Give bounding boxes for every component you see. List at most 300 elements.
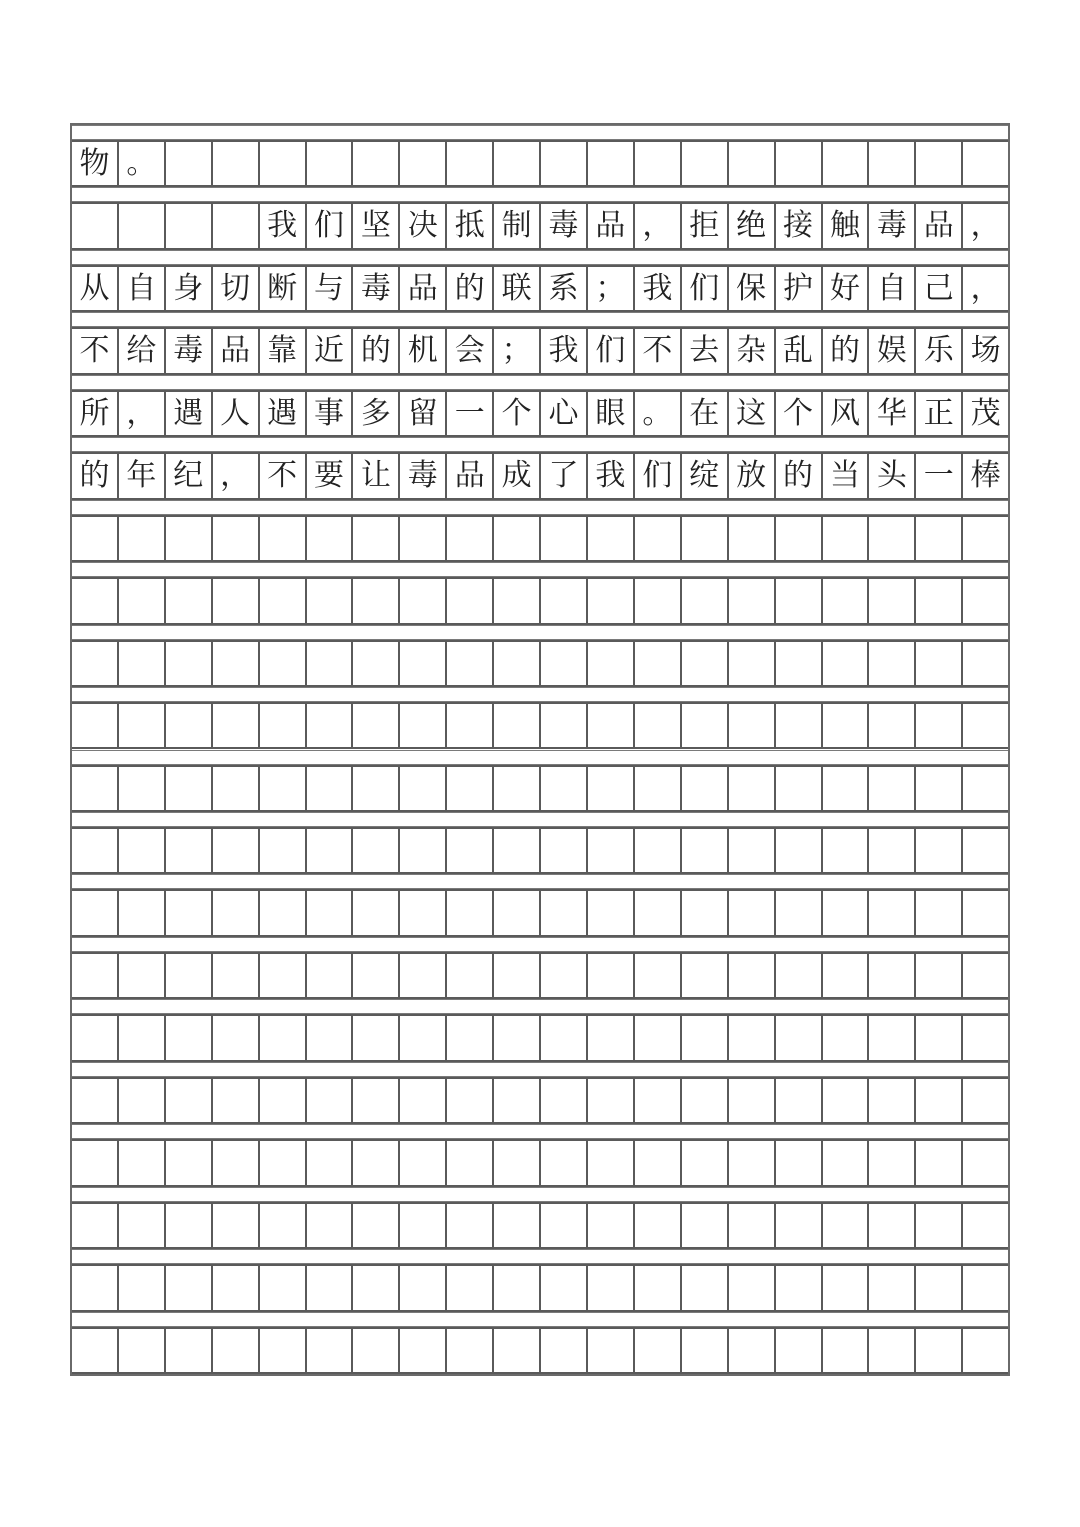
grid-cell: 的 bbox=[447, 267, 494, 310]
grid-cell bbox=[682, 142, 729, 185]
grid-cell: 人 bbox=[213, 392, 260, 435]
grid-cell bbox=[353, 704, 400, 747]
grid-cell: 毒 bbox=[869, 204, 916, 247]
row-spacer-band bbox=[72, 500, 1008, 515]
grid-row bbox=[72, 515, 1008, 562]
grid-cell: 好 bbox=[823, 267, 870, 310]
row-spacer-band bbox=[72, 1124, 1008, 1139]
grid-cell bbox=[260, 142, 307, 185]
grid-cell bbox=[729, 1141, 776, 1184]
grid-cell bbox=[776, 142, 823, 185]
grid-cell bbox=[869, 891, 916, 934]
grid-cell: 给 bbox=[119, 329, 166, 372]
grid-cell bbox=[119, 204, 166, 247]
grid-cell bbox=[72, 642, 119, 685]
grid-cell bbox=[213, 954, 260, 997]
grid-row bbox=[72, 640, 1008, 687]
grid-cell bbox=[588, 829, 635, 872]
grid-cell bbox=[166, 767, 213, 810]
grid-cell bbox=[447, 829, 494, 872]
grid-cell bbox=[307, 579, 354, 622]
grid-cell bbox=[963, 517, 1008, 560]
grid-cell bbox=[869, 1141, 916, 1184]
grid-cell: 。 bbox=[635, 392, 682, 435]
grid-cell bbox=[119, 642, 166, 685]
grid-cell bbox=[776, 1141, 823, 1184]
grid-cell bbox=[447, 1141, 494, 1184]
grid-cell bbox=[776, 1016, 823, 1059]
grid-cell bbox=[916, 891, 963, 934]
row-spacer-band bbox=[72, 437, 1008, 452]
grid-cell bbox=[260, 1079, 307, 1122]
grid-cell: 切 bbox=[213, 267, 260, 310]
grid-cell bbox=[588, 767, 635, 810]
grid-cell bbox=[682, 517, 729, 560]
grid-cell bbox=[541, 1266, 588, 1309]
grid-row bbox=[72, 1139, 1008, 1186]
grid-cell bbox=[776, 579, 823, 622]
grid-cell bbox=[260, 1016, 307, 1059]
grid-cell bbox=[307, 767, 354, 810]
grid-cell: 自 bbox=[869, 267, 916, 310]
grid-cell bbox=[776, 1204, 823, 1247]
grid-cell: 品 bbox=[447, 454, 494, 497]
grid-cell bbox=[119, 1141, 166, 1184]
row-spacer-band bbox=[72, 625, 1008, 640]
grid-cell bbox=[823, 142, 870, 185]
grid-cell bbox=[447, 1016, 494, 1059]
row-spacer-band bbox=[72, 687, 1008, 702]
grid-cell bbox=[963, 891, 1008, 934]
grid-cell bbox=[869, 704, 916, 747]
grid-row bbox=[72, 1202, 1008, 1249]
grid-cell bbox=[353, 1204, 400, 1247]
grid-cell bbox=[682, 1329, 729, 1372]
grid-row bbox=[72, 1077, 1008, 1124]
grid-cell: 去 bbox=[682, 329, 729, 372]
grid-cell bbox=[869, 1016, 916, 1059]
grid-cell bbox=[213, 1329, 260, 1372]
row-spacer-band bbox=[72, 375, 1008, 390]
grid-cell bbox=[213, 767, 260, 810]
grid-cell bbox=[588, 142, 635, 185]
grid-cell: 靠 bbox=[260, 329, 307, 372]
row-spacer-band bbox=[72, 812, 1008, 827]
grid-cell bbox=[823, 1016, 870, 1059]
grid-cell bbox=[494, 142, 541, 185]
grid-cell bbox=[541, 954, 588, 997]
grid-cell bbox=[213, 1204, 260, 1247]
grid-cell bbox=[682, 767, 729, 810]
grid-cell bbox=[963, 1204, 1008, 1247]
grid-cell bbox=[213, 829, 260, 872]
grid-cell bbox=[776, 1079, 823, 1122]
grid-cell bbox=[682, 954, 729, 997]
grid-cell bbox=[119, 1204, 166, 1247]
grid-cell bbox=[823, 1204, 870, 1247]
grid-cell bbox=[541, 517, 588, 560]
grid-cell bbox=[494, 642, 541, 685]
grid-row bbox=[72, 952, 1008, 999]
grid-cell bbox=[213, 891, 260, 934]
grid-cell bbox=[916, 1266, 963, 1309]
grid-cell bbox=[166, 1016, 213, 1059]
grid-cell bbox=[353, 1329, 400, 1372]
grid-cell bbox=[447, 1204, 494, 1247]
grid-cell bbox=[541, 767, 588, 810]
grid-cell bbox=[963, 829, 1008, 872]
grid-cell bbox=[869, 1204, 916, 1247]
grid-cell bbox=[776, 704, 823, 747]
grid-cell bbox=[635, 1329, 682, 1372]
grid-cell bbox=[260, 704, 307, 747]
grid-cell bbox=[494, 1141, 541, 1184]
grid-cell bbox=[869, 954, 916, 997]
grid-cell bbox=[447, 642, 494, 685]
composition-grid-paper bbox=[70, 123, 1010, 1376]
grid-cell bbox=[72, 1329, 119, 1372]
grid-cell: 眼 bbox=[588, 392, 635, 435]
grid-cell bbox=[307, 517, 354, 560]
grid-cell bbox=[916, 1079, 963, 1122]
grid-cell: 毒 bbox=[353, 267, 400, 310]
grid-cell bbox=[729, 1204, 776, 1247]
grid-cell bbox=[588, 1329, 635, 1372]
row-spacer-band bbox=[72, 874, 1008, 889]
row-spacer-band bbox=[72, 1187, 1008, 1202]
grid-cell: 个 bbox=[776, 392, 823, 435]
grid-row bbox=[72, 327, 1008, 374]
grid-cell bbox=[213, 204, 260, 247]
grid-cell: 正 bbox=[916, 392, 963, 435]
grid-cell: 娱 bbox=[869, 329, 916, 372]
grid-cell bbox=[353, 829, 400, 872]
grid-cell bbox=[541, 142, 588, 185]
row-spacer-band bbox=[72, 750, 1008, 765]
grid-cell bbox=[353, 891, 400, 934]
grid-cell bbox=[307, 642, 354, 685]
grid-cell bbox=[400, 1329, 447, 1372]
grid-cell bbox=[635, 767, 682, 810]
grid-row bbox=[72, 577, 1008, 624]
grid-cell: 的 bbox=[823, 329, 870, 372]
grid-cell: 触 bbox=[823, 204, 870, 247]
grid-cell bbox=[541, 704, 588, 747]
grid-cell bbox=[447, 142, 494, 185]
grid-cell bbox=[541, 891, 588, 934]
grid-cell: 放 bbox=[729, 454, 776, 497]
grid-cell: 不 bbox=[260, 454, 307, 497]
grid-cell bbox=[353, 517, 400, 560]
grid-cell bbox=[307, 1266, 354, 1309]
grid-cell bbox=[682, 891, 729, 934]
grid-cell bbox=[260, 1266, 307, 1309]
grid-cell bbox=[869, 767, 916, 810]
row-spacer-band bbox=[72, 312, 1008, 327]
grid-cell bbox=[260, 891, 307, 934]
grid-cell: 乐 bbox=[916, 329, 963, 372]
grid-cell bbox=[963, 1016, 1008, 1059]
grid-cell bbox=[447, 1266, 494, 1309]
grid-cell bbox=[963, 642, 1008, 685]
grid-cell bbox=[72, 517, 119, 560]
grid-cell bbox=[869, 142, 916, 185]
grid-cell bbox=[963, 142, 1008, 185]
grid-cell bbox=[963, 1329, 1008, 1372]
grid-cell bbox=[916, 954, 963, 997]
grid-cell bbox=[260, 517, 307, 560]
grid-cell bbox=[776, 642, 823, 685]
grid-cell: 们 bbox=[588, 329, 635, 372]
grid-cell bbox=[916, 579, 963, 622]
grid-cell bbox=[166, 829, 213, 872]
grid-cell bbox=[166, 1079, 213, 1122]
grid-cell bbox=[400, 767, 447, 810]
grid-cell bbox=[729, 1266, 776, 1309]
grid-row bbox=[72, 202, 1008, 249]
grid-cell: 在 bbox=[682, 392, 729, 435]
grid-cell bbox=[682, 1266, 729, 1309]
grid-cell bbox=[447, 767, 494, 810]
grid-cell bbox=[635, 954, 682, 997]
grid-cell: 华 bbox=[869, 392, 916, 435]
grid-cell bbox=[963, 1141, 1008, 1184]
grid-cell bbox=[823, 704, 870, 747]
grid-cell bbox=[823, 1329, 870, 1372]
grid-cell bbox=[729, 142, 776, 185]
grid-cell: 抵 bbox=[447, 204, 494, 247]
grid-cell: 毒 bbox=[400, 454, 447, 497]
grid-cell bbox=[823, 1266, 870, 1309]
grid-cell: ， bbox=[635, 204, 682, 247]
grid-cell: 品 bbox=[916, 204, 963, 247]
grid-cell bbox=[635, 704, 682, 747]
row-spacer-band bbox=[72, 125, 1008, 140]
grid-cell bbox=[916, 142, 963, 185]
grid-cell bbox=[166, 204, 213, 247]
grid-cell bbox=[541, 579, 588, 622]
grid-cell bbox=[307, 829, 354, 872]
row-spacer-band bbox=[72, 937, 1008, 952]
grid-cell bbox=[963, 704, 1008, 747]
grid-cell bbox=[260, 1329, 307, 1372]
grid-cell: 这 bbox=[729, 392, 776, 435]
grid-cell bbox=[353, 767, 400, 810]
grid-cell bbox=[72, 829, 119, 872]
grid-cell bbox=[682, 1016, 729, 1059]
grid-cell bbox=[72, 767, 119, 810]
grid-row bbox=[72, 265, 1008, 312]
grid-cell bbox=[307, 704, 354, 747]
grid-cell bbox=[588, 954, 635, 997]
grid-cell bbox=[635, 142, 682, 185]
grid-cell: 绽 bbox=[682, 454, 729, 497]
grid-cell bbox=[260, 1141, 307, 1184]
grid-cell bbox=[588, 1079, 635, 1122]
grid-cell bbox=[963, 579, 1008, 622]
grid-cell bbox=[916, 517, 963, 560]
grid-cell bbox=[72, 1204, 119, 1247]
grid-row bbox=[72, 889, 1008, 936]
grid-cell bbox=[635, 1016, 682, 1059]
grid-cell bbox=[869, 829, 916, 872]
grid-cell bbox=[588, 891, 635, 934]
grid-cell bbox=[353, 954, 400, 997]
grid-cell: 的 bbox=[353, 329, 400, 372]
grid-cell: 决 bbox=[400, 204, 447, 247]
grid-cell bbox=[307, 1016, 354, 1059]
grid-cell: 场 bbox=[970, 333, 1001, 369]
grid-cell bbox=[119, 954, 166, 997]
grid-cell bbox=[776, 517, 823, 560]
grid-cell: 纪 bbox=[166, 454, 213, 497]
grid-cell bbox=[869, 1079, 916, 1122]
grid-cell bbox=[588, 704, 635, 747]
grid-cell bbox=[72, 1266, 119, 1309]
grid-cell bbox=[682, 1079, 729, 1122]
grid-cell bbox=[447, 954, 494, 997]
grid-cell bbox=[588, 1141, 635, 1184]
grid-cell bbox=[260, 642, 307, 685]
grid-cell bbox=[400, 642, 447, 685]
grid-cell bbox=[541, 1329, 588, 1372]
grid-cell bbox=[963, 954, 1008, 997]
row-spacer-band bbox=[72, 1062, 1008, 1077]
grid-cell bbox=[588, 642, 635, 685]
grid-cell bbox=[823, 1141, 870, 1184]
row-spacer-band bbox=[72, 1249, 1008, 1264]
grid-row bbox=[72, 452, 1008, 499]
grid-cell: 保 bbox=[729, 267, 776, 310]
grid-cell: 事 bbox=[307, 392, 354, 435]
grid-cell bbox=[729, 642, 776, 685]
grid-cell bbox=[400, 1079, 447, 1122]
grid-cell bbox=[72, 1016, 119, 1059]
grid-cell: 会 bbox=[447, 329, 494, 372]
grid-cell bbox=[166, 142, 213, 185]
grid-cell: 不 bbox=[635, 329, 682, 372]
grid-cell bbox=[307, 1204, 354, 1247]
grid-cell bbox=[635, 1079, 682, 1122]
grid-cell: 护 bbox=[776, 267, 823, 310]
grid-row bbox=[72, 827, 1008, 874]
grid-cell bbox=[541, 1016, 588, 1059]
grid-cell bbox=[400, 1141, 447, 1184]
grid-cell bbox=[260, 954, 307, 997]
grid-cell: 坚 bbox=[353, 204, 400, 247]
grid-cell bbox=[729, 829, 776, 872]
grid-cell bbox=[353, 1016, 400, 1059]
grid-cell bbox=[166, 1141, 213, 1184]
grid-cell bbox=[447, 1329, 494, 1372]
grid-cell bbox=[776, 954, 823, 997]
grid-cell: 与 bbox=[307, 267, 354, 310]
grid-cell bbox=[400, 1204, 447, 1247]
grid-cell bbox=[72, 1079, 119, 1122]
grid-cell bbox=[119, 891, 166, 934]
grid-cell bbox=[916, 767, 963, 810]
grid-cell bbox=[400, 579, 447, 622]
grid-cell: ， bbox=[213, 454, 260, 497]
grid-cell: 当 bbox=[823, 454, 870, 497]
grid-cell bbox=[400, 954, 447, 997]
grid-cell bbox=[869, 517, 916, 560]
grid-cell bbox=[72, 954, 119, 997]
grid-cell: 留 bbox=[400, 392, 447, 435]
grid-cell bbox=[400, 1266, 447, 1309]
grid-cell bbox=[916, 1016, 963, 1059]
row-spacer-band bbox=[72, 562, 1008, 577]
grid-cell bbox=[166, 1204, 213, 1247]
grid-cell bbox=[260, 1204, 307, 1247]
grid-cell bbox=[166, 517, 213, 560]
grid-cell: 品 bbox=[400, 267, 447, 310]
grid-cell: 们 bbox=[682, 267, 729, 310]
grid-cell: 毒 bbox=[166, 329, 213, 372]
grid-cell bbox=[729, 579, 776, 622]
grid-cell: 头 bbox=[869, 454, 916, 497]
grid-cell bbox=[72, 1141, 119, 1184]
grid-cell bbox=[635, 891, 682, 934]
grid-row bbox=[72, 1264, 1008, 1311]
grid-cell bbox=[447, 517, 494, 560]
grid-cell: 拒 bbox=[682, 204, 729, 247]
grid-cell: 接 bbox=[776, 204, 823, 247]
grid-cell bbox=[588, 517, 635, 560]
grid-cell bbox=[729, 517, 776, 560]
grid-cell bbox=[307, 954, 354, 997]
grid-cell bbox=[776, 767, 823, 810]
grid-cell bbox=[916, 642, 963, 685]
grid-cell bbox=[682, 642, 729, 685]
grid-cell bbox=[541, 642, 588, 685]
grid-cell bbox=[541, 1204, 588, 1247]
grid-cell bbox=[447, 891, 494, 934]
grid-cell bbox=[119, 704, 166, 747]
grid-cell: 己 bbox=[916, 267, 963, 310]
grid-cell bbox=[541, 829, 588, 872]
grid-cell bbox=[635, 1204, 682, 1247]
grid-cell bbox=[307, 1079, 354, 1122]
grid-cell: 遇 bbox=[260, 392, 307, 435]
grid-cell bbox=[916, 1204, 963, 1247]
grid-cell: 茂 bbox=[970, 395, 1001, 431]
grid-cell bbox=[213, 1141, 260, 1184]
grid-cell bbox=[682, 829, 729, 872]
grid-cell bbox=[166, 704, 213, 747]
grid-cell bbox=[823, 954, 870, 997]
grid-cell bbox=[494, 1329, 541, 1372]
grid-cell bbox=[541, 1141, 588, 1184]
grid-cell bbox=[119, 1079, 166, 1122]
grid-cell bbox=[494, 1016, 541, 1059]
grid-cell: 我 bbox=[635, 267, 682, 310]
grid-cell bbox=[682, 1204, 729, 1247]
grid-cell bbox=[213, 704, 260, 747]
grid-cell bbox=[729, 767, 776, 810]
grid-cell bbox=[213, 517, 260, 560]
grid-cell bbox=[400, 829, 447, 872]
grid-cell bbox=[307, 1141, 354, 1184]
grid-cell bbox=[541, 1079, 588, 1122]
grid-cell bbox=[494, 1266, 541, 1309]
grid-cell: 个 bbox=[494, 392, 541, 435]
grid-cell bbox=[72, 704, 119, 747]
grid-cell: 所 bbox=[72, 392, 119, 435]
grid-cell: 近 bbox=[307, 329, 354, 372]
grid-cell bbox=[260, 767, 307, 810]
grid-cell bbox=[869, 579, 916, 622]
